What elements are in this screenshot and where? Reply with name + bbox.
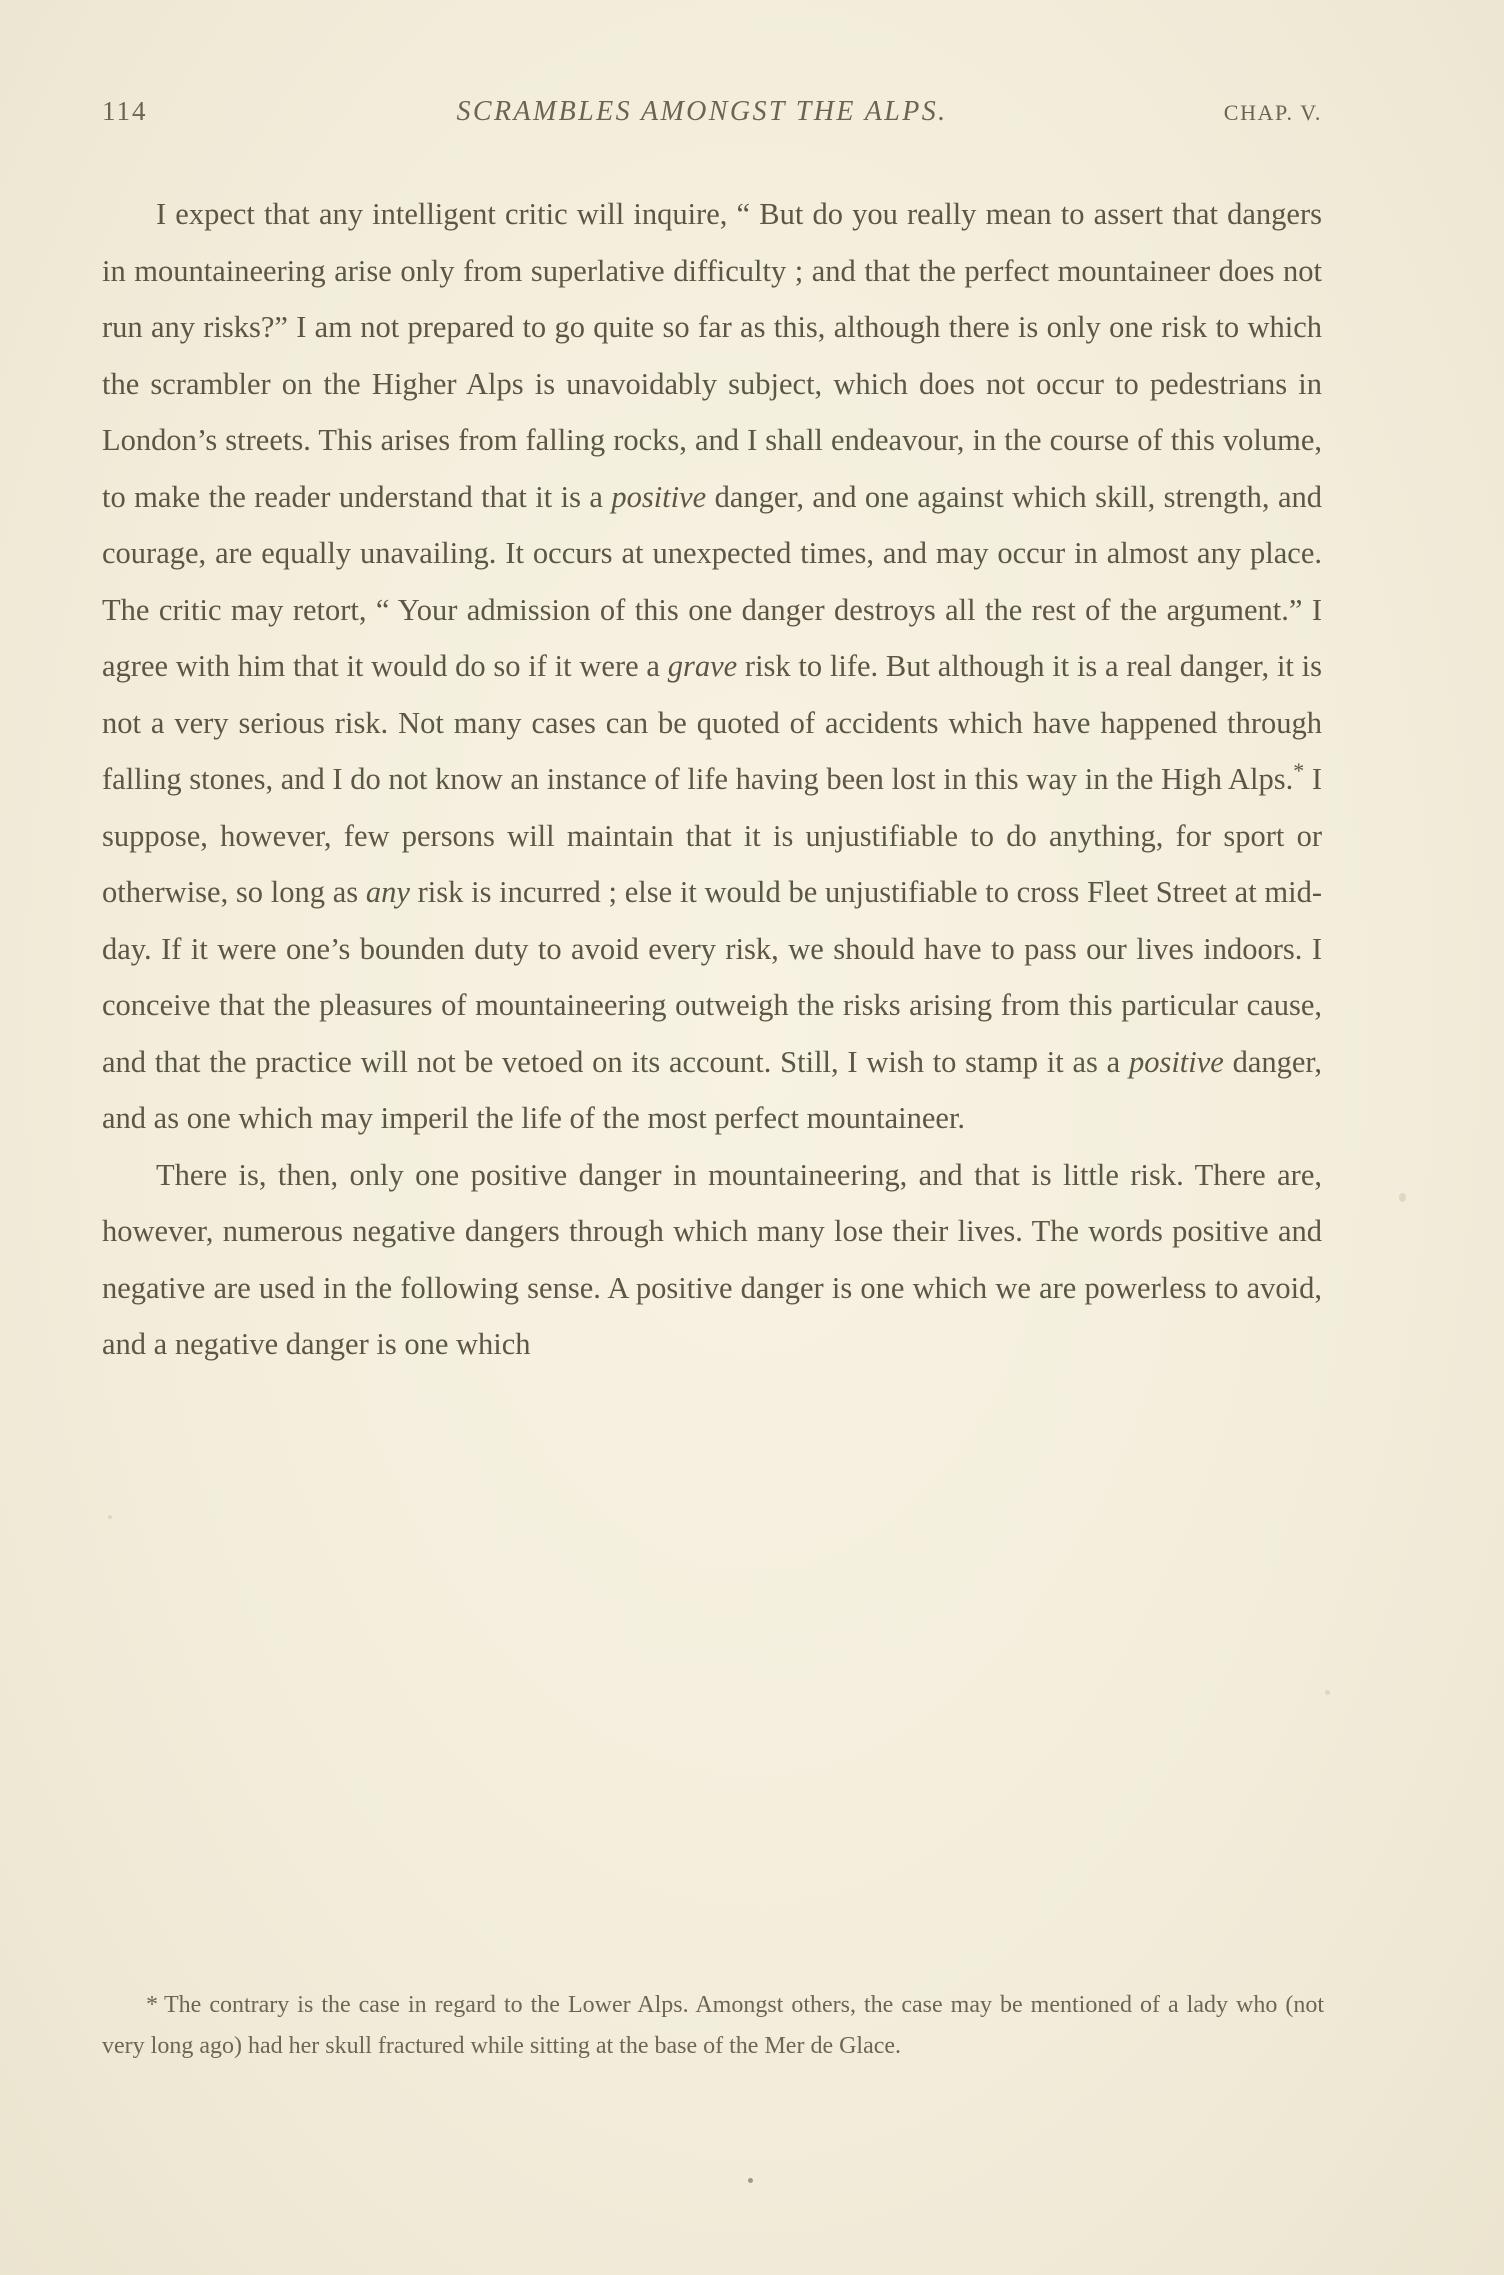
par1-seg-a: I expect that any intelligent critic will inquire, “ But do you really mean to assert that dangers in mountaineering arise only from superlative difficulty ; and that the perfect mountaineer does not run any risks?” I am not prepared to go quite so far as this, although there is only one risk to which the scrambler on the Higher Alps is unavoidably subject, which does not occur to pedestrians in London’s streets. This arises from falling rocks, and I shall endeavour, in the course of this volume, to make the reader understand that it is a xyxy=(102,197,1322,514)
footnote-reference-marker: * xyxy=(1293,757,1305,783)
par1-seg-e: risk is incurred ; else it would be unjustifiable to cross Fleet Street at mid-day. If it were one’s bounden duty to avoid every risk, we should have to pass our lives indoors. I conceive that the pleasures of mountaineering outweigh the risks arising from this particular cause, and that the practice will not be vetoed on its account. Still, I wish to stamp it as a xyxy=(102,875,1323,1079)
par1-italic-positive-2: positive xyxy=(1128,1044,1224,1079)
page-center-dot xyxy=(748,2178,753,2183)
footnote xyxy=(102,1985,1324,2067)
par1-seg-d: I suppose, however, few persons will maintain that it is unjustifiable to do anything, for sport or otherwise, so long as xyxy=(102,762,1322,909)
par1-italic-grave: grave xyxy=(667,649,738,683)
par1-italic-positive-1: positive xyxy=(611,479,707,514)
page-number: 114 xyxy=(102,96,148,126)
footnote-text: The contrary is the case in regard to the Lower Alps. Amongst others, the case may be mentioned of a lady who (not very long ago) had her skull fractured while sitting at the base of the Mer de Glace. xyxy=(102,1992,1324,2059)
paper-speck xyxy=(108,1515,112,1519)
par1-italic-any: any xyxy=(365,875,410,909)
par1-seg-f: danger, and as one which may imperil the life of the most perfect mountaineer. xyxy=(102,1044,1322,1135)
par1-seg-b: danger, and one against which skill, strength, and courage, are equally unavailing. It occurs at unexpected times, and may occur in almost any place. The critic may retort, “ Your admission of this one danger destroys all the rest of the argument.” I agree with him that it would do so if it were a xyxy=(102,479,1322,683)
running-head xyxy=(102,96,1322,128)
book-title: SCRAMBLES AMONGST THE ALPS. xyxy=(456,96,948,127)
body-text xyxy=(102,186,1322,1373)
paper-speck xyxy=(1325,1690,1330,1695)
paragraph-1 xyxy=(102,186,1322,1147)
paragraph-2: There is, then, only one positive danger in mountaineering, and that is little risk. There are, however, numerous negative dangers through which many lose their lives. The words positive and negative are used in the following sense. A positive danger is one which we are powerless to avoid, and a negative danger is one which xyxy=(102,1157,1322,1361)
chapter-label: CHAP. V. xyxy=(1223,100,1322,125)
footnote-marker: * xyxy=(146,1992,158,2018)
par1-seg-c: risk to life. But although it is a real danger, it is not a very serious risk. Not many cases can be quoted of accidents which have happened through falling stones, and I do not know an instance of life having been lost in this way in the High Alps. xyxy=(102,649,1322,796)
